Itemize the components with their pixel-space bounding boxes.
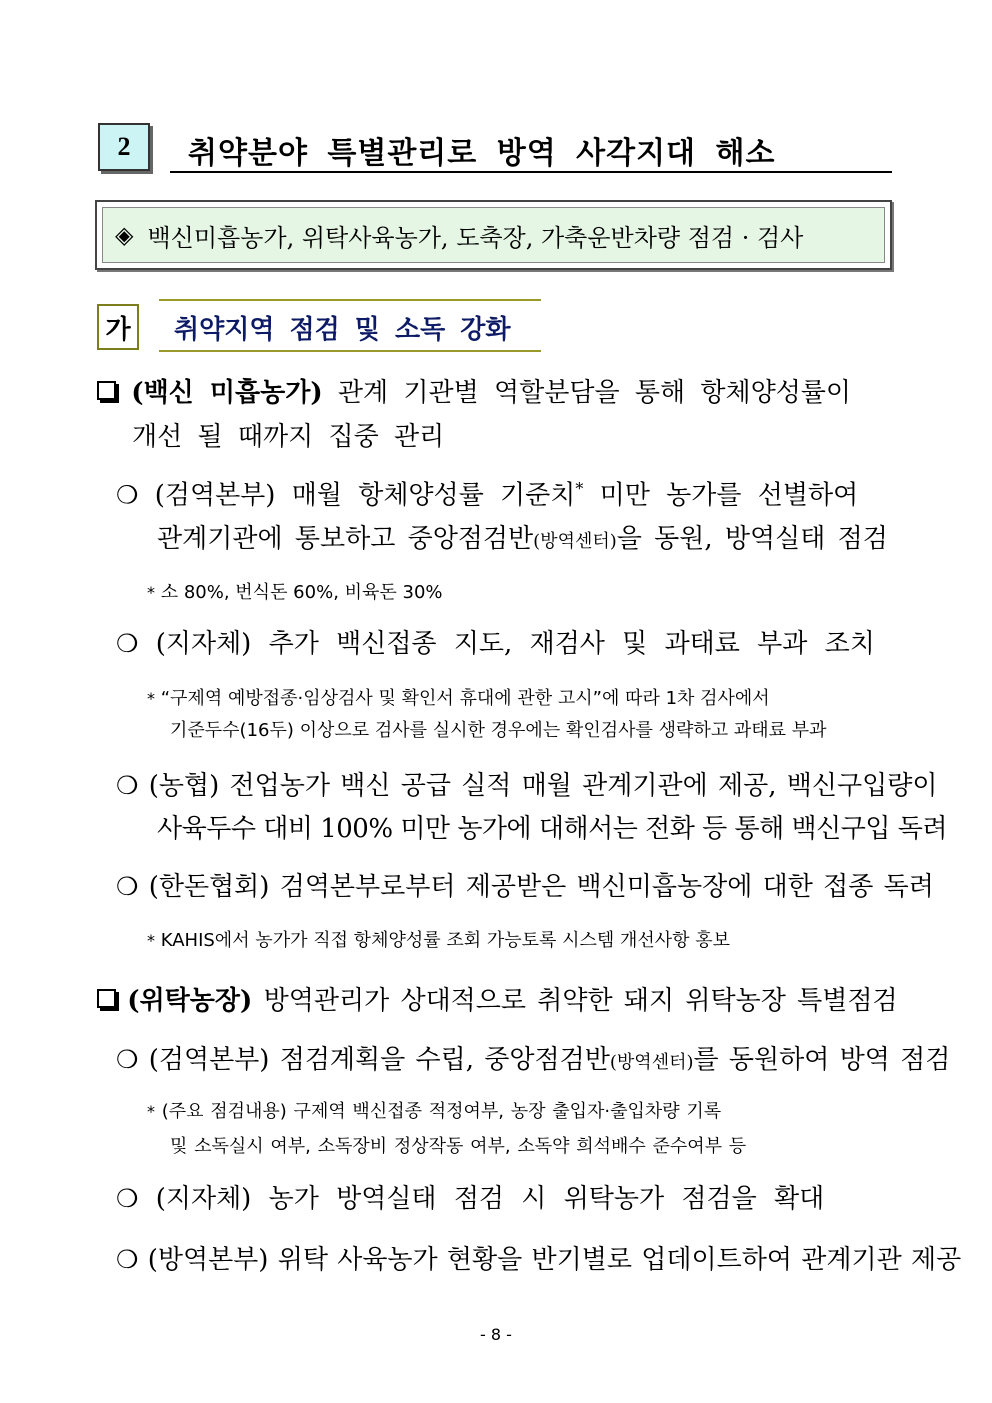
v2-note-line2: 기준두수(16두) 이상으로 검사를 실시한 경우에는 확인검사를 생략하고 과태료 부과 [170,720,827,741]
page-number: - 8 - [480,1325,512,1344]
v4-note [147,932,730,950]
summary-inner [102,207,885,263]
c1-text-small: (방역센터) [609,1052,694,1073]
c1-note-text1: (주요 점검내용) 구제역 백신접종 적정여부, 농장 출입자·출입차량 기록 [161,1101,722,1122]
circle-bullet-icon: ❍ [116,872,139,901]
consign-item-line [97,988,898,1014]
vaccine-item-line2: 개선 될 때까지 집중 관리 [132,422,445,452]
vaccine-item-text: 관계 기관별 역할분담을 통해 항체양성률이 [322,378,852,408]
note-star: * [147,1102,155,1121]
c2-line [116,1186,824,1212]
v3-text1: (농협) 전업농가 백신 공급 실적 매월 관계기관에 제공, 백신구입량이 [148,771,938,801]
consign-item-head: (위탁농장) [127,986,253,1016]
vaccine-item-line1 [97,380,851,406]
v1-line1 [116,481,858,509]
c3-text: (방역본부) 위탁 사육농가 현황을 반기별로 업데이트하여 관계기관 제공 [147,1245,962,1275]
c1-line [116,1047,950,1073]
c1-text-a: (검역본부) 점검계획을 수립, 중앙점검반 [148,1045,610,1075]
note-star: * [147,689,155,708]
v3-line1 [116,773,938,799]
c2-text: (지자체) 농가 방역실태 점검 시 위탁농가 점검을 확대 [155,1184,825,1214]
section-number: 2 [98,123,150,171]
v1-note-text: 소 80%, 번식돈 60%, 비육돈 30% [160,582,443,603]
circle-bullet-icon: ❍ [116,1184,139,1213]
circle-bullet-icon: ❍ [116,1245,139,1274]
note-star: * [147,931,155,950]
v1-line2 [157,526,888,552]
v1-line2-small: (방역센터) [533,531,617,552]
circle-bullet-icon: ❍ [116,771,139,800]
section-title: 취약분야 특별관리로 방역 사각지대 해소 [188,136,776,171]
v4-note-text: KAHIS에서 농가가 직접 항체양성률 조회 가능토록 시스템 개선사항 홍보 [160,930,731,951]
v2-text: (지자체) 추가 백신접종 지도, 재검사 및 과태료 부과 조치 [155,629,875,659]
v1-line2-a: 관계기관에 통보하고 중앙점검반 [157,524,534,554]
circle-bullet-icon: ❍ [116,1045,139,1074]
subsection-label: 가 [97,304,139,350]
summary-text: 백신미흡농가, 위탁사육농가, 도축장, 가축운반차량 점검 · 검사 [147,223,804,252]
consign-item-text: 방역관리가 상대적으로 취약한 돼지 위탁농장 특별점검 [252,986,898,1016]
circle-bullet-icon: ❍ [116,629,139,658]
v1-footnote-mark: * [575,479,584,498]
v4-line [116,874,934,900]
c1-note-line2: 및 소독실시 여부, 소독장비 정상작동 여부, 소독약 희석배수 준수여부 등 [170,1136,747,1157]
v1-text-a: (검역본부) 매월 항체양성률 기준치 [154,480,576,511]
v2-note-text1: “구제역 예방접종·임상검사 및 확인서 휴대에 관한 고시”에 따라 1차 검사에서 [160,688,770,709]
note-star: * [147,583,155,602]
c1-note-line1 [147,1103,721,1121]
c3-line [116,1247,961,1273]
diamond-bullet-icon: ◈ [115,221,134,249]
v1-text-b: 미만 농가를 선별하여 [583,480,859,511]
vaccine-item-head: (백신 미흡농가) [131,378,323,408]
v1-line2-b: 을 동원, 방역실태 점검 [616,524,888,554]
c1-text-b: 를 동원하여 방역 점검 [693,1045,951,1075]
v3-line2: 사육두수 대비 100% 미만 농가에 대해서는 전화 등 통해 백신구입 독려 [157,814,947,844]
checkbox-square-icon [97,989,116,1008]
subsection-title: 취약지역 점검 및 소독 강화 [174,315,511,345]
circle-bullet-icon: ❍ [116,480,139,510]
checkbox-square-icon [97,381,116,400]
v2-note-line1 [147,690,770,708]
v2-line [116,631,875,657]
summary-box [95,200,892,270]
v1-note [147,584,443,602]
v4-text: (한돈협회) 검역본부로부터 제공받은 백신미흡농장에 대한 접종 독려 [148,872,934,902]
section-title-underline [170,171,892,173]
